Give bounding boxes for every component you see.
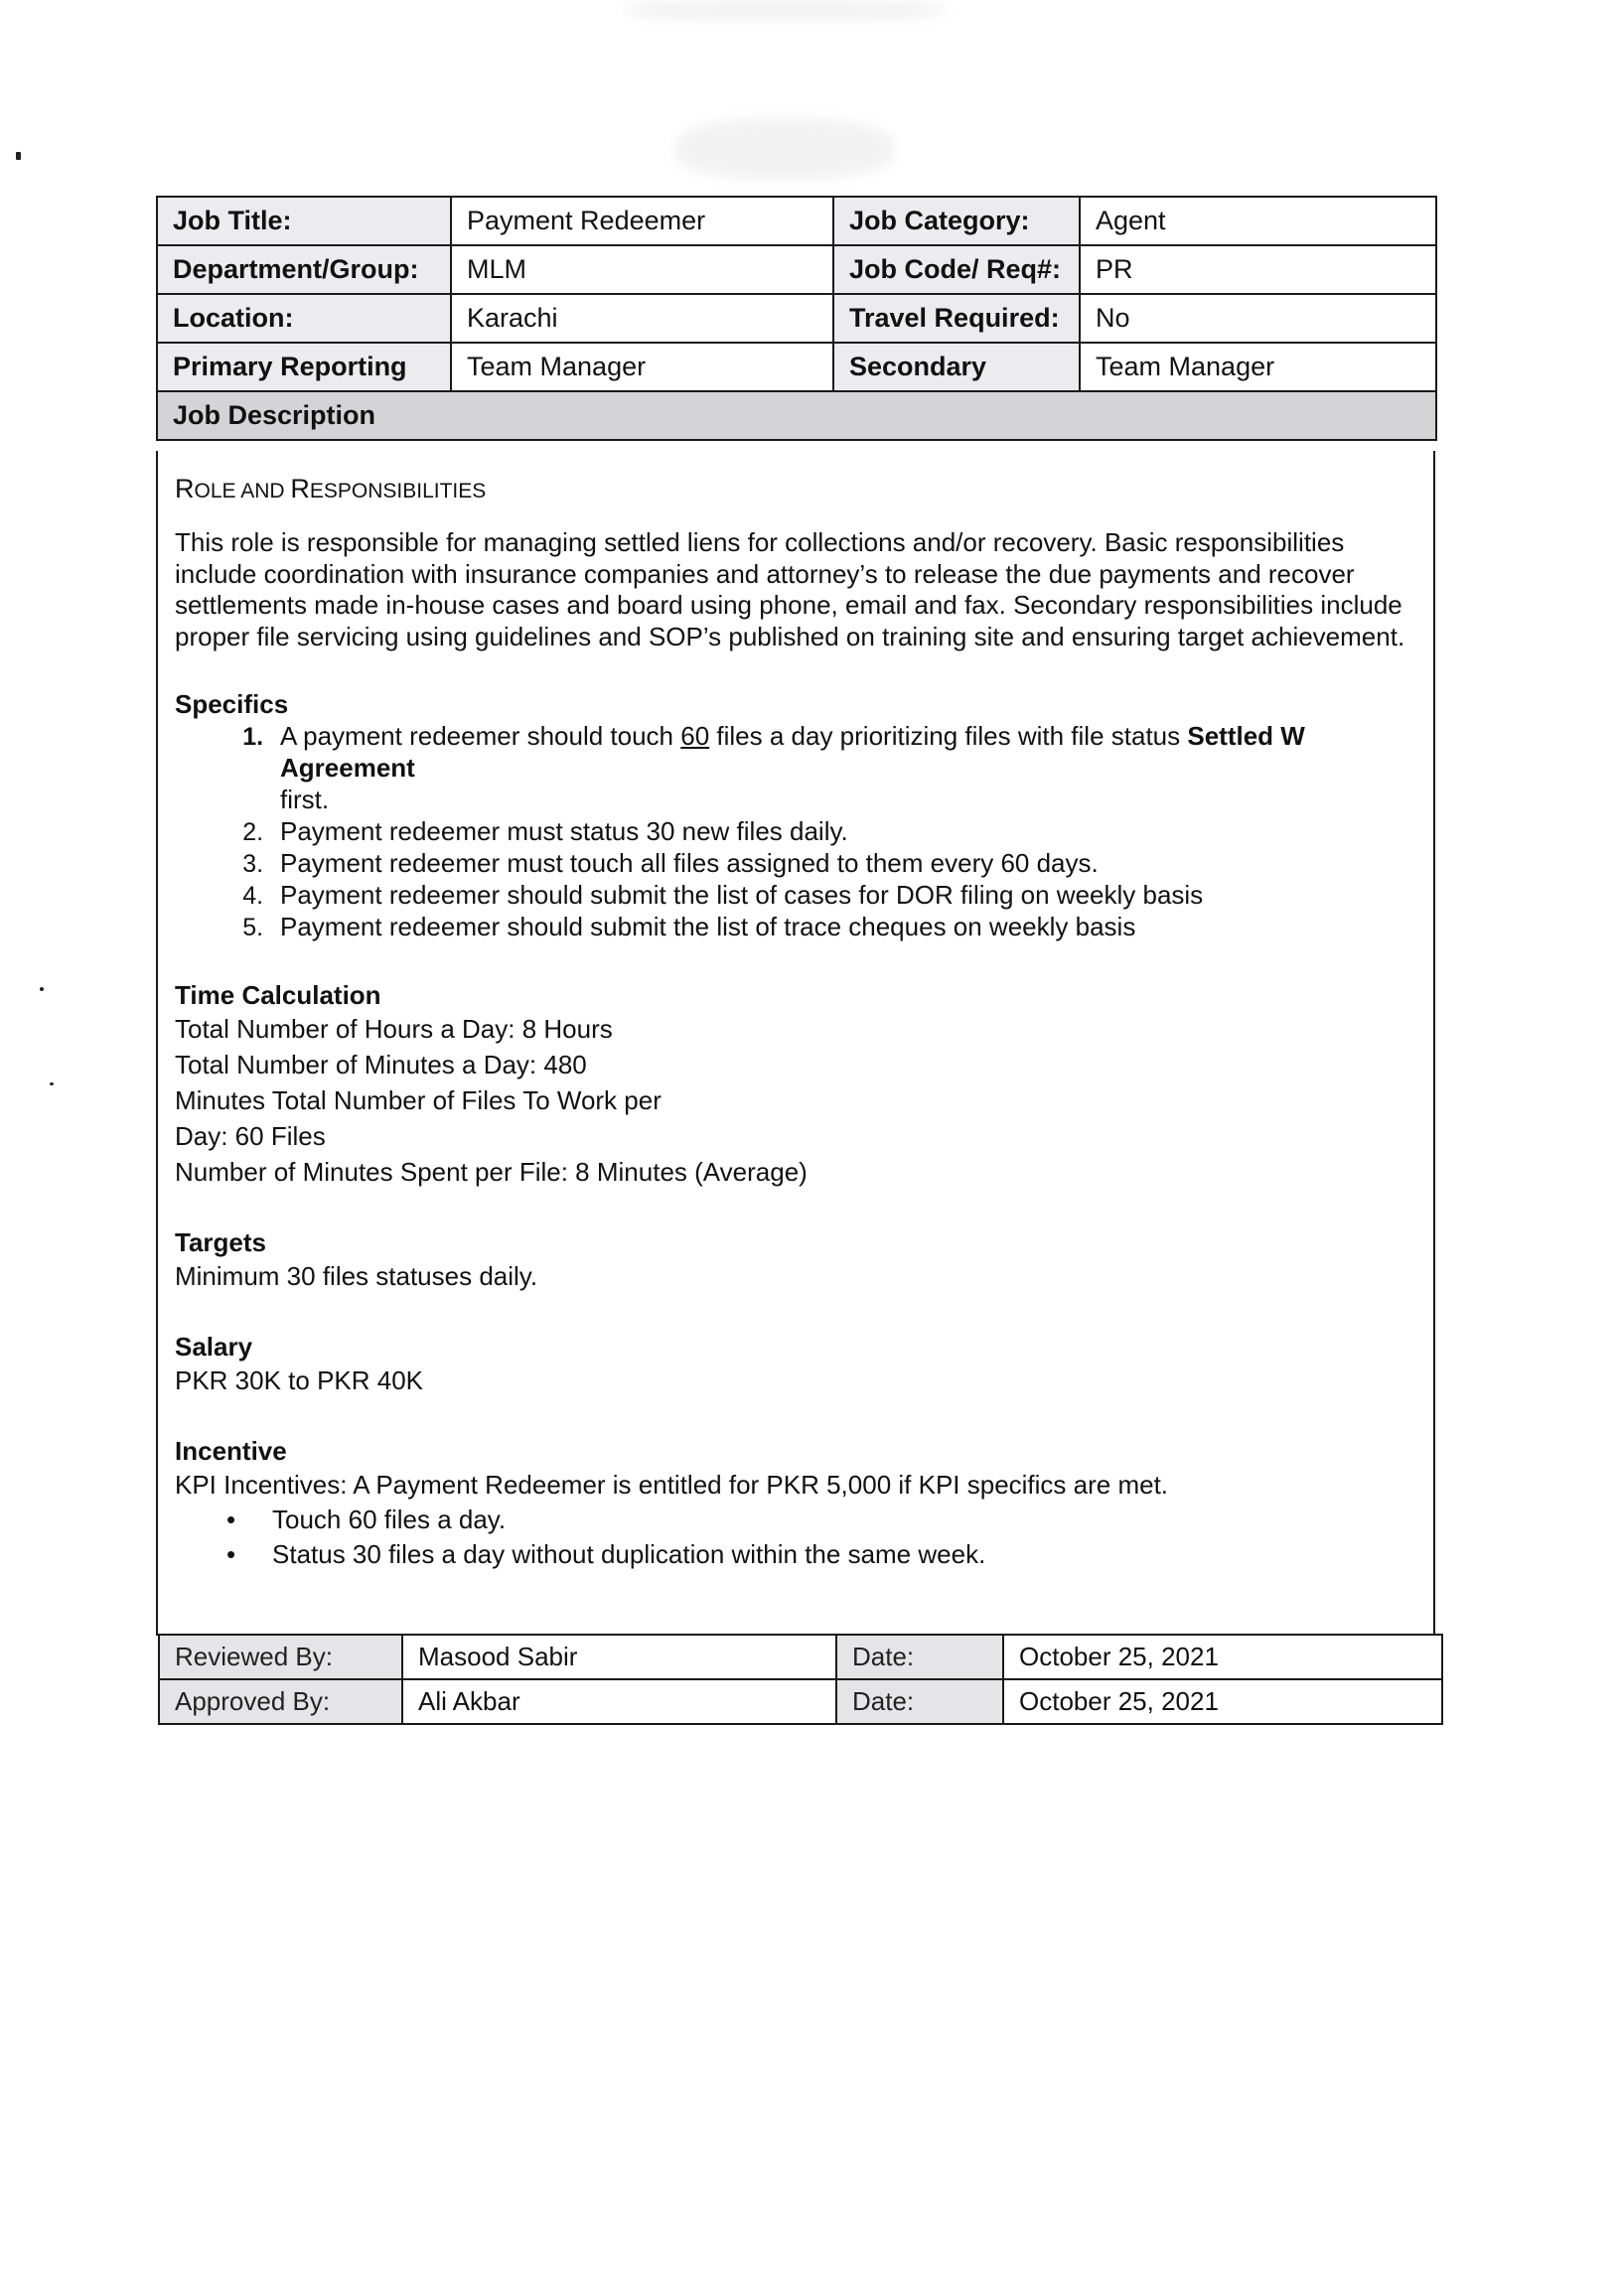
job-code-value: PR <box>1080 245 1436 294</box>
status-name: Agreement <box>280 753 415 783</box>
list-item: • Status 30 files a day without duplication within the same week. <box>272 1537 1426 1572</box>
approval-date-label: Date: <box>836 1679 1003 1724</box>
scan-dot <box>40 987 44 991</box>
time-line: Number of Minutes Spent per File: 8 Minutes (Average) <box>175 1157 808 1187</box>
reviewed-by-label: Reviewed By: <box>159 1635 402 1679</box>
time-line: Day: 60 Files <box>175 1121 326 1151</box>
secondary-reporting-label: Secondary <box>833 343 1080 391</box>
job-code-label: Job Code/ Req#: <box>833 245 1080 294</box>
table-row <box>157 245 1436 294</box>
primary-reporting-label: Primary Reporting <box>157 343 451 391</box>
heading-part: OLE AND <box>194 480 291 502</box>
incentive-bullets <box>175 1503 1426 1572</box>
scan-dot <box>50 1082 54 1085</box>
text: files a day prioritizing files with file status <box>709 721 1188 751</box>
list-item: • Touch 60 files a day. <box>272 1503 1426 1537</box>
job-description-header: Job Description <box>157 391 1436 440</box>
travel-required-label: Travel Required: <box>833 294 1080 343</box>
signoff-table <box>158 1634 1443 1725</box>
heading-part: ESPONSIBILITIES <box>309 480 487 502</box>
status-name: Settled W <box>1187 721 1305 751</box>
text: first. <box>280 785 330 814</box>
job-category-label: Job Category: <box>833 197 1080 245</box>
salary-heading: Salary <box>175 1332 253 1362</box>
job-category-value: Agent <box>1080 197 1436 245</box>
table-row <box>157 197 1436 245</box>
time-line: Minutes Total Number of Files To Work per <box>175 1085 662 1115</box>
incentive-heading: Incentive <box>175 1436 287 1466</box>
scan-dot <box>16 152 21 160</box>
list-item: 3. Payment redeemer must touch all files assigned to them every 60 days. <box>270 847 1426 879</box>
time-line: Total Number of Hours a Day: 8 Hours <box>175 1014 613 1044</box>
approved-by-label: Approved By: <box>159 1679 402 1724</box>
travel-required-value: No <box>1080 294 1436 343</box>
approved-by-value: Ali Akbar <box>402 1679 836 1724</box>
review-date-label: Date: <box>836 1635 1003 1679</box>
table-row <box>159 1635 1442 1679</box>
list-item: 2. Payment redeemer must status 30 new files daily. <box>270 815 1426 847</box>
specifics-heading: Specifics <box>175 689 289 719</box>
table-row <box>157 343 1436 391</box>
location-value: Karachi <box>451 294 833 343</box>
table-row <box>159 1679 1442 1724</box>
job-description-content <box>175 473 1426 1572</box>
department-label: Department/Group: <box>157 245 451 294</box>
time-line: Total Number of Minutes a Day: 480 <box>175 1050 587 1079</box>
table-row <box>157 294 1436 343</box>
approval-date-value: October 25, 2021 <box>1003 1679 1442 1724</box>
salary-text: PKR 30K to PKR 40K <box>175 1365 424 1395</box>
role-responsibilities-heading <box>175 473 1426 507</box>
list-item: 4. Payment redeemer should submit the list of cases for DOR filing on weekly basis <box>270 879 1426 911</box>
list-item <box>270 720 1426 815</box>
targets-heading: Targets <box>175 1227 266 1257</box>
secondary-reporting-value: Team Manager <box>1080 343 1436 391</box>
scan-smudge <box>626 0 944 20</box>
targets-text: Minimum 30 files statuses daily. <box>175 1261 538 1291</box>
job-title-value: Payment Redeemer <box>451 197 833 245</box>
table-row <box>157 391 1436 440</box>
text: A payment redeemer should touch <box>280 721 681 751</box>
time-calculation-heading: Time Calculation <box>175 980 381 1010</box>
heading-part: R <box>290 474 310 503</box>
primary-reporting-value: Team Manager <box>451 343 833 391</box>
review-date-value: October 25, 2021 <box>1003 1635 1442 1679</box>
location-label: Location: <box>157 294 451 343</box>
reviewed-by-value: Masood Sabir <box>402 1635 836 1679</box>
department-value: MLM <box>451 245 833 294</box>
specifics-list <box>175 720 1426 942</box>
incentive-text: KPI Incentives: A Payment Redeemer is entitled for PKR 5,000 if KPI specifics are met. <box>175 1470 1169 1500</box>
list-item: 5. Payment redeemer should submit the list of trace cheques on weekly basis <box>270 911 1426 942</box>
heading-part: R <box>175 474 195 503</box>
job-title-label: Job Title: <box>157 197 451 245</box>
scan-smudge <box>675 119 894 179</box>
role-paragraph: This role is responsible for managing settled liens for collections and/or recovery. Basic responsibilities include coordination with insurance companies and attorney’s to release the due payments and recover settlements made in-house cases and board using phone, email and fax. Secondary responsibilities include proper file servicing using guidelines and SOP’s published on training site and ensuring target achievement. <box>175 527 1405 651</box>
underlined-count: 60 <box>680 721 710 751</box>
job-info-table <box>156 196 1437 441</box>
